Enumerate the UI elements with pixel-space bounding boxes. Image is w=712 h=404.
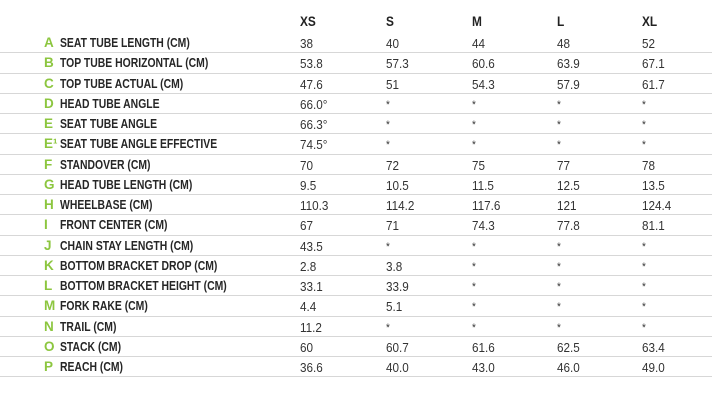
size-header-l: L bbox=[557, 14, 565, 29]
size-header-s: S bbox=[386, 14, 394, 29]
value-cell: * bbox=[642, 119, 646, 131]
value-cell: 2.8 bbox=[300, 258, 317, 274]
row-letter: I bbox=[44, 217, 48, 233]
table-row bbox=[0, 256, 712, 276]
value-cell: * bbox=[642, 240, 646, 253]
table-row bbox=[0, 134, 712, 154]
row-letter: E bbox=[44, 116, 54, 131]
table-row bbox=[0, 337, 712, 357]
value-cell: * bbox=[472, 321, 476, 334]
value-cell: 74.3 bbox=[472, 218, 495, 234]
row-label: WHEELBASE (CM) bbox=[60, 197, 153, 212]
row-label: STANDOVER (CM) bbox=[60, 156, 151, 172]
value-cell: * bbox=[642, 321, 646, 334]
value-cell: 43.5 bbox=[300, 238, 323, 254]
value-cell: * bbox=[557, 301, 561, 314]
value-cell: 66.3° bbox=[300, 117, 328, 132]
row-letter: D bbox=[44, 95, 54, 111]
value-cell: 43.0 bbox=[472, 360, 495, 375]
table-row bbox=[0, 276, 712, 296]
value-cell: * bbox=[472, 301, 476, 314]
value-cell: 71 bbox=[386, 218, 400, 234]
value-cell: 110.3 bbox=[300, 198, 329, 213]
value-cell: 77.8 bbox=[557, 218, 580, 234]
value-cell: 36.6 bbox=[300, 360, 323, 375]
value-cell: 4.4 bbox=[300, 299, 317, 315]
row-label: FORK RAKE (CM) bbox=[60, 298, 148, 314]
value-cell: 44 bbox=[472, 36, 486, 51]
row-label: BOTTOM BRACKET HEIGHT (CM) bbox=[60, 278, 227, 293]
size-header-m: M bbox=[472, 14, 482, 29]
row-label: TOP TUBE ACTUAL (CM) bbox=[60, 75, 184, 91]
value-cell: 75 bbox=[472, 157, 486, 173]
row-letter: M bbox=[44, 298, 56, 314]
value-cell: 57.9 bbox=[557, 76, 580, 92]
value-cell: 81.1 bbox=[642, 218, 665, 234]
value-cell: * bbox=[386, 119, 390, 131]
row-label: SEAT TUBE ANGLE EFFECTIVE bbox=[60, 136, 218, 152]
value-cell: * bbox=[557, 98, 561, 111]
value-cell: 70 bbox=[300, 157, 314, 173]
table-row bbox=[0, 175, 712, 195]
row-label: TRAIL (CM) bbox=[60, 318, 117, 334]
table-row bbox=[0, 215, 712, 235]
value-cell: 63.9 bbox=[557, 56, 580, 72]
value-cell: 61.7 bbox=[642, 76, 665, 92]
value-cell: * bbox=[386, 321, 390, 334]
table-row bbox=[0, 195, 712, 215]
value-cell: 54.3 bbox=[472, 76, 495, 92]
value-cell: 53.8 bbox=[300, 56, 323, 72]
value-cell: * bbox=[557, 321, 561, 334]
row-letter: A bbox=[44, 35, 54, 50]
value-cell: * bbox=[472, 260, 476, 273]
row-letter: J bbox=[44, 237, 52, 253]
value-cell: 49.0 bbox=[642, 360, 665, 375]
table-row bbox=[0, 94, 712, 114]
value-cell: 67 bbox=[300, 218, 314, 234]
value-cell: 46.0 bbox=[557, 360, 580, 375]
value-cell: * bbox=[642, 260, 646, 273]
value-cell: * bbox=[557, 260, 561, 273]
value-cell: * bbox=[472, 139, 476, 152]
value-cell: 67.1 bbox=[642, 56, 665, 72]
row-letter: P bbox=[44, 359, 54, 374]
value-cell: 9.5 bbox=[300, 177, 317, 193]
geometry-rows bbox=[0, 33, 712, 377]
table-row bbox=[0, 114, 712, 134]
value-cell: * bbox=[386, 139, 390, 152]
row-label: STACK (CM) bbox=[60, 338, 122, 354]
value-cell: 66.0° bbox=[300, 96, 328, 112]
value-cell: 11.5 bbox=[472, 177, 494, 193]
table-row bbox=[0, 74, 712, 94]
value-cell: 12.5 bbox=[557, 177, 580, 193]
value-cell: 78 bbox=[642, 157, 656, 173]
value-cell: 5.1 bbox=[386, 299, 403, 315]
row-letter: F bbox=[44, 156, 53, 172]
value-cell: * bbox=[472, 98, 476, 111]
row-label: TOP TUBE HORIZONTAL (CM) bbox=[60, 55, 209, 71]
value-cell: 38 bbox=[300, 36, 314, 51]
value-cell: 33.9 bbox=[386, 279, 409, 294]
row-label: BOTTOM BRACKET DROP (CM) bbox=[60, 257, 218, 273]
value-cell: * bbox=[642, 281, 646, 293]
value-cell: * bbox=[642, 98, 646, 111]
value-cell: 77 bbox=[557, 157, 571, 173]
value-cell: 117.6 bbox=[472, 198, 501, 213]
row-label: HEAD TUBE LENGTH (CM) bbox=[60, 176, 193, 192]
value-cell: 40 bbox=[386, 36, 400, 51]
value-cell: 60.6 bbox=[472, 56, 495, 72]
value-cell: 74.5° bbox=[300, 137, 328, 153]
value-cell: * bbox=[386, 98, 390, 111]
row-label: HEAD TUBE ANGLE bbox=[60, 95, 160, 111]
value-cell: * bbox=[557, 240, 561, 253]
row-label: FRONT CENTER (CM) bbox=[60, 217, 168, 233]
row-letter: O bbox=[44, 338, 55, 354]
value-cell: 3.8 bbox=[386, 258, 403, 274]
value-cell: 124.4 bbox=[642, 198, 672, 213]
value-cell: * bbox=[642, 139, 646, 152]
value-cell: * bbox=[557, 139, 561, 152]
value-cell: 114.2 bbox=[386, 198, 415, 213]
row-label: REACH (CM) bbox=[60, 359, 123, 374]
row-letter: B bbox=[44, 55, 54, 71]
row-label: CHAIN STAY LENGTH (CM) bbox=[60, 237, 194, 253]
row-letter: C bbox=[44, 75, 54, 91]
size-header-row bbox=[0, 14, 712, 34]
value-cell: 48 bbox=[557, 36, 571, 51]
table-row bbox=[0, 53, 712, 73]
value-cell: 11.2 bbox=[300, 319, 322, 335]
value-cell: 121 bbox=[557, 198, 577, 213]
value-cell: 72 bbox=[386, 157, 400, 173]
row-letter: G bbox=[44, 176, 55, 192]
value-cell: 61.6 bbox=[472, 339, 495, 355]
value-cell: 10.5 bbox=[386, 177, 409, 193]
table-row bbox=[0, 296, 712, 316]
value-cell: 60 bbox=[300, 339, 314, 355]
row-letter: N bbox=[44, 318, 54, 334]
table-row bbox=[0, 236, 712, 256]
value-cell: 62.5 bbox=[557, 339, 580, 355]
table-row bbox=[0, 317, 712, 337]
row-letter: L bbox=[44, 278, 53, 293]
table-row bbox=[0, 33, 712, 53]
row-letter: H bbox=[44, 197, 54, 212]
size-header-xl: XL bbox=[642, 14, 658, 29]
value-cell: 51 bbox=[386, 76, 400, 92]
row-letter: E¹ bbox=[44, 136, 58, 152]
value-cell: 13.5 bbox=[642, 177, 665, 193]
value-cell: 47.6 bbox=[300, 76, 323, 92]
value-cell: * bbox=[557, 119, 561, 131]
value-cell: * bbox=[642, 301, 646, 314]
row-letter: K bbox=[44, 257, 54, 273]
value-cell: 33.1 bbox=[300, 279, 323, 294]
row-label: SEAT TUBE ANGLE bbox=[60, 116, 158, 131]
value-cell: 40.0 bbox=[386, 360, 409, 375]
value-cell: 57.3 bbox=[386, 56, 409, 72]
value-cell: * bbox=[386, 240, 390, 253]
value-cell: 52 bbox=[642, 36, 656, 51]
value-cell: * bbox=[557, 281, 561, 293]
value-cell: * bbox=[472, 119, 476, 131]
size-header-xs: XS bbox=[300, 14, 316, 29]
value-cell: * bbox=[472, 240, 476, 253]
table-row bbox=[0, 357, 712, 377]
value-cell: 63.4 bbox=[642, 339, 665, 355]
table-row bbox=[0, 155, 712, 175]
value-cell: 60.7 bbox=[386, 339, 409, 355]
value-cell: * bbox=[472, 281, 476, 293]
row-label: SEAT TUBE LENGTH (CM) bbox=[60, 35, 190, 50]
